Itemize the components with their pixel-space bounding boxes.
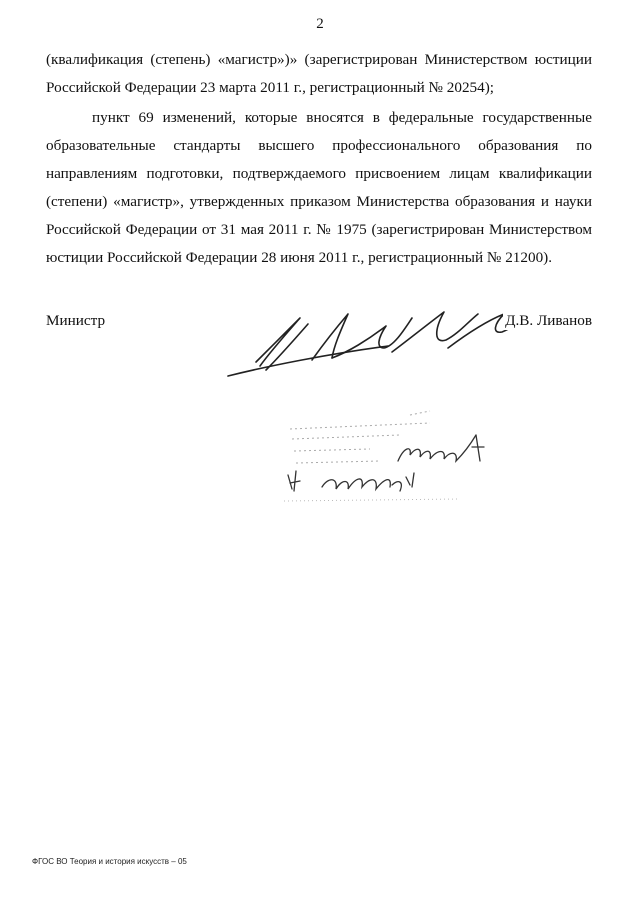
handwritten-signature <box>208 300 528 380</box>
signatory-title: Министр <box>46 312 106 329</box>
page-number: 2 <box>316 16 324 32</box>
document-footer: ФГОС ВО Теория и история искусств – 05 <box>32 857 187 866</box>
signature-block <box>46 300 592 380</box>
paragraph-item-69: пункт 69 изменений, которые вносятся в федеральные государственные образовательные стандарты высшего профессионального образования по направлениям подготовки, подтверждаемого присвоением лицам квалификации (степени) «магистр», утвержденных приказом Министерства образования и науки Российской Федерации от 31 мая 2011 г. № 1975 (зарегистрирован Министерством юстиции Российской Федерации 28 июня 2011 г., регистрационный № 21200). <box>46 109 592 266</box>
document-body <box>46 46 592 274</box>
signatory-name: Д.В. Ливанов <box>505 312 592 329</box>
copy-certification-stamp <box>280 405 500 515</box>
paragraph-registration: (квалификация (степень) «магистр»)» (зарегистрирован Министерством юстиции Российской Федерации 23 марта 2011 г., регистрационный № 20254); <box>46 51 592 96</box>
